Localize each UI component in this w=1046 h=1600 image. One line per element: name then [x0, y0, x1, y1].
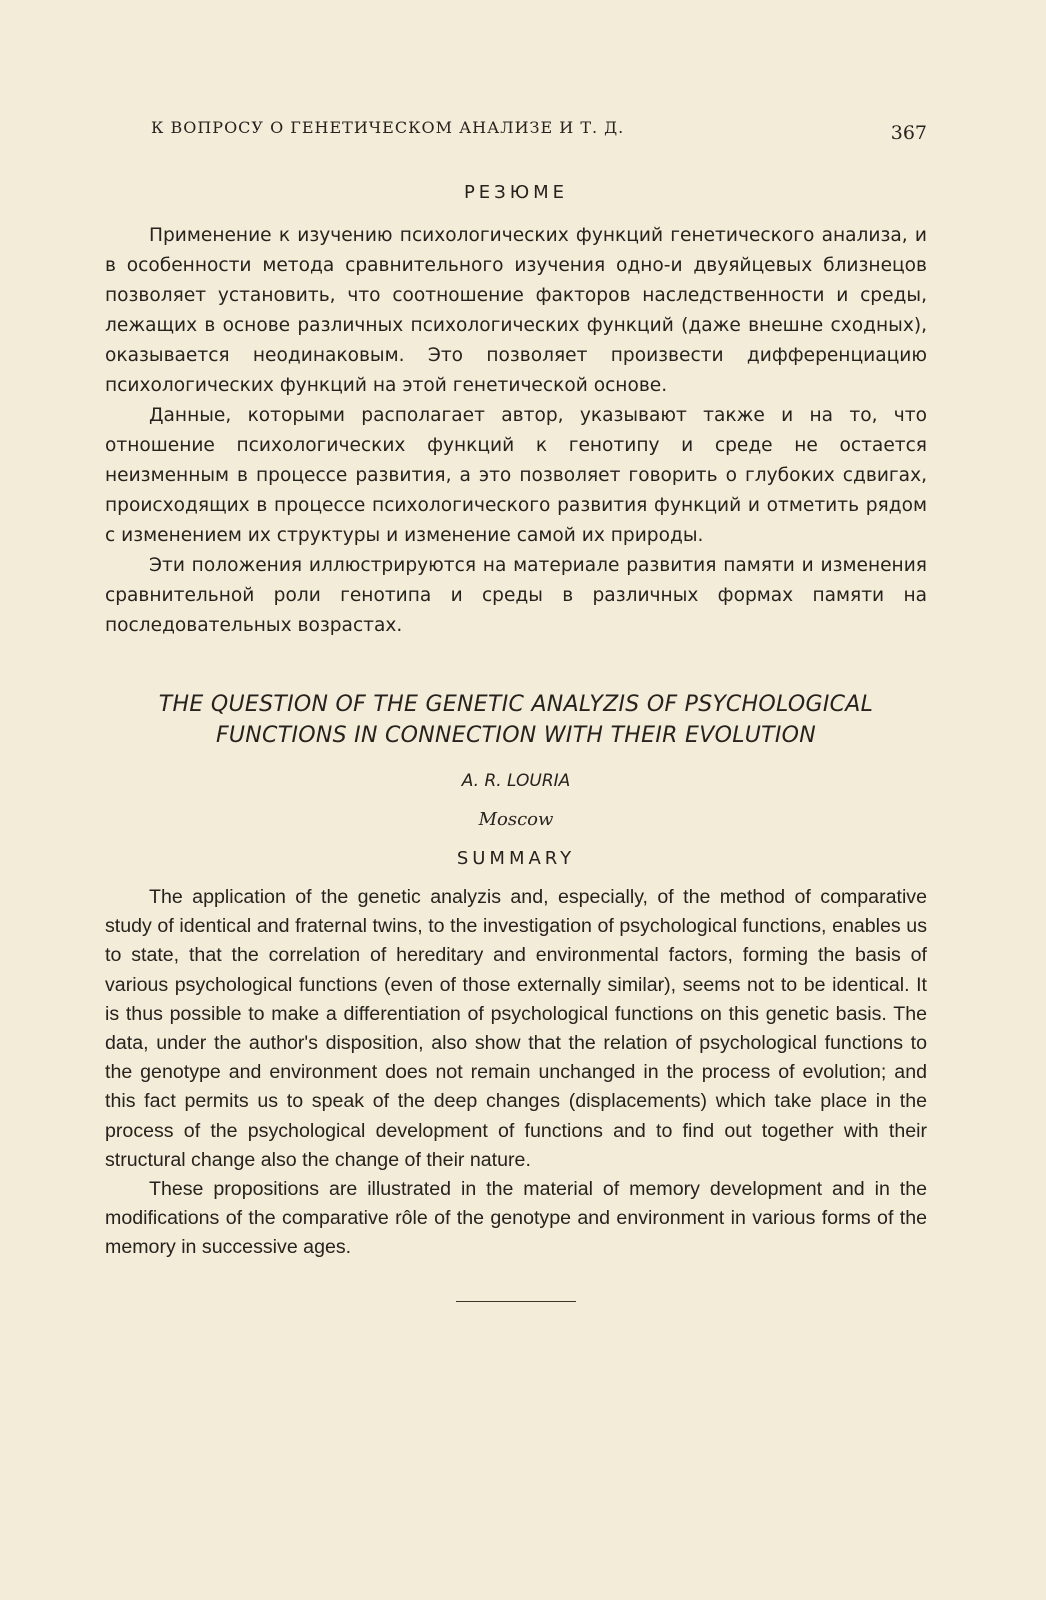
- page: [105, 110, 927, 1302]
- running-title: К ВОПРОСУ О ГЕНЕТИЧЕСКОМ АНАЛИЗЕ И Т. Д.: [151, 118, 625, 137]
- russian-paragraph-3: Эти положения иллюстрируются на материале развития памяти и изменения сравнительной роли генотипа и среды в различных формах памяти на последовательных возрастах.: [105, 555, 927, 636]
- russian-paragraph-1: Применение к изучению психологических функций генетического анализа, и в особенности метода сравнительного изучения одно-и двуяйцевых близнецов позволяет установить, что соотношение факторов наследственности и среды, лежащих в основе различных психологических функций (даже внешне сходных), оказывается неодинаковым. Это позволяет произвести дифференциацию психологических функций на этой генетической основе.: [105, 225, 927, 396]
- page-number: 367: [890, 122, 927, 144]
- resume-heading: РЕЗЮМЕ: [463, 182, 569, 203]
- russian-summary: [105, 221, 927, 641]
- russian-paragraph-2: Данные, которыми располагает автор, указывают также и на то, что отношение психологических функций к генотипу и среде не остается неизменным в процессе развития, а это позволяет говорить о глубоких сдвигах, происходящих в процессе психологического развития функций и отметить рядом с изменением их структуры и изменение самой их природы.: [105, 405, 927, 546]
- english-title-line-2: FUNCTIONS IN CONNECTION WITH THEIR EVOLUTION: [215, 723, 817, 748]
- author-name: A. R. LOURIA: [461, 771, 571, 791]
- english-paragraph-2: These propositions are illustrated in the material of memory development and in the modifications of the comparative rôle of the genotype and environment in various forms of the memory in successive ages.: [105, 1178, 927, 1259]
- english-title-line-1: THE QUESTION OF THE GENETIC ANALYZIS OF PSYCHOLOGICAL: [158, 692, 874, 717]
- english-paragraph-1: The application of the genetic analyzis and, especially, of the method of comparative study of identical and fraternal twins, to the investigation of psychological functions, enables us to state, that the correlation of hereditary and environmental factors, forming the basis of various psychological functions (even of those externally similar), seems not to be identical. It is thus possible to make a differentiation of psychological functions on this genetic basis. The data, under the author's disposition, also show that the relation of psychological functions to the genotype and environment does not remain unchanged in the process of evolution; and this fact permits us to speak of the deep changes (displacements) which take place in the process of the psychological development of functions and to find out together with their structural change also the change of their nature.: [105, 886, 927, 1171]
- author-city: Moscow: [478, 809, 554, 830]
- english-summary: [105, 883, 927, 1263]
- running-head: [105, 110, 927, 150]
- english-title: [105, 689, 927, 751]
- closing-rule: [456, 1301, 576, 1302]
- summary-heading: SUMMARY: [456, 848, 576, 869]
